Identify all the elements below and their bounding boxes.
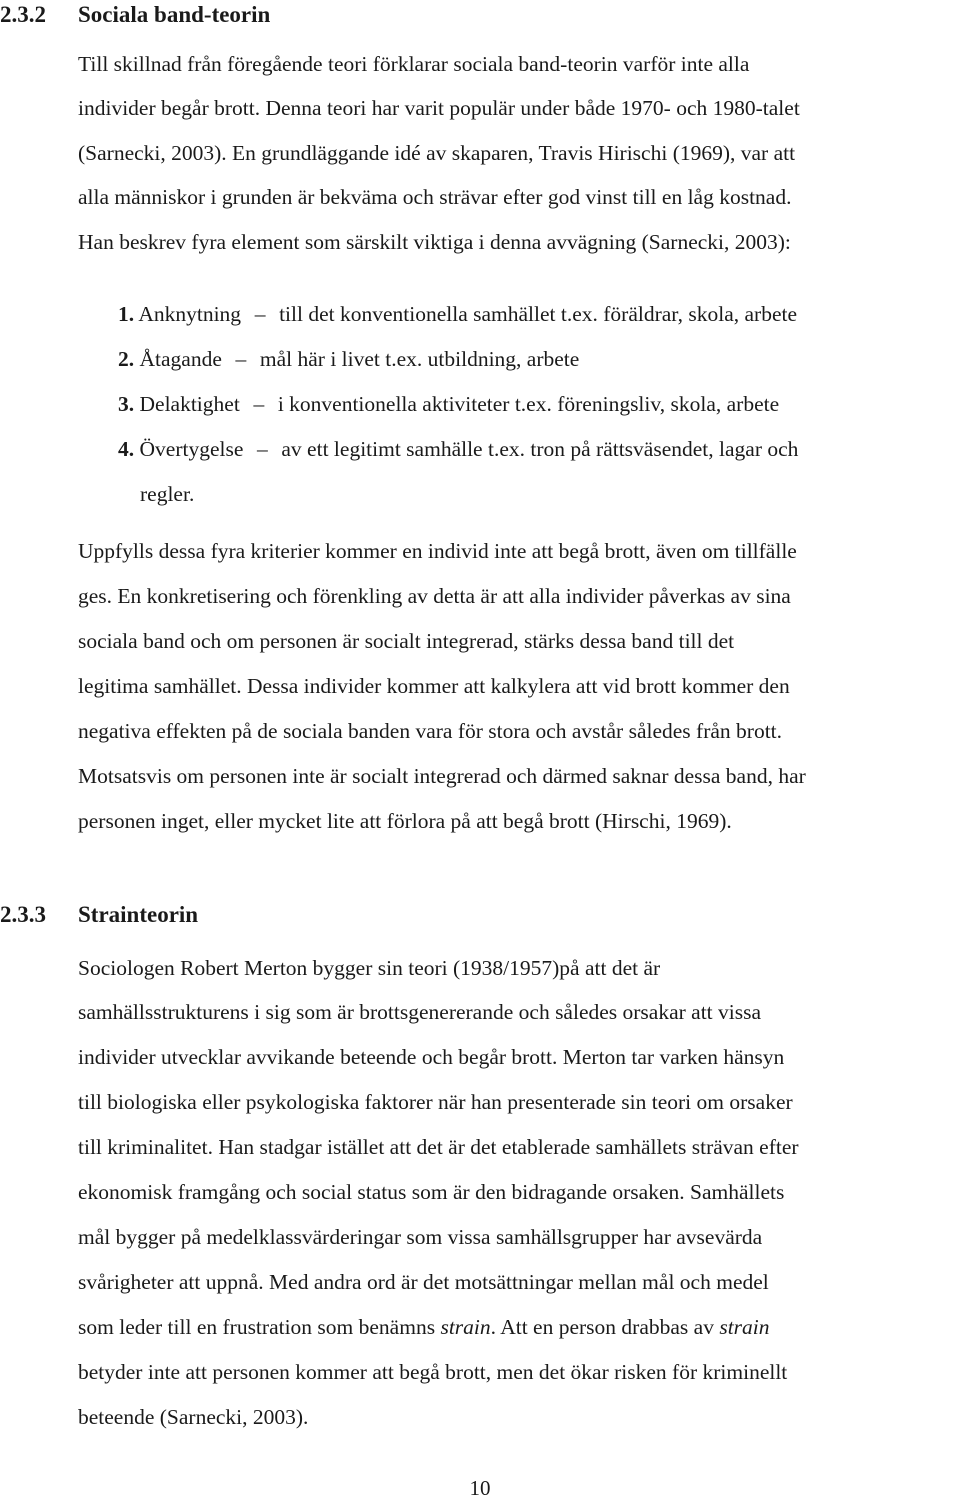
list-item-continuation: regler. xyxy=(140,482,195,506)
text-line: personen inget, eller mycket lite att förlora på att begå brott (Hirschi, 1969). xyxy=(78,809,732,833)
text-fragment: . Att en person drabbas av xyxy=(490,1315,720,1339)
text-line: till biologiska eller psykologiska faktorer när han presenterade sin teori om orsaker xyxy=(78,1090,793,1114)
section-title: Sociala band-teorin xyxy=(78,2,271,27)
dash: – xyxy=(257,437,268,461)
list-item-number: 4. xyxy=(118,437,135,461)
text-line: Sociologen Robert Merton bygger sin teori (1938/1957)på att det är xyxy=(78,956,661,980)
text-line xyxy=(78,1315,770,1340)
text-line: Han beskrev fyra element som särskilt viktiga i denna avvägning (Sarnecki, 2003): xyxy=(78,230,791,254)
text-line: beteende (Sarnecki, 2003). xyxy=(78,1405,309,1429)
text-line: svårigheter att uppnå. Med andra ord är det motsättningar mellan mål och medel xyxy=(78,1270,769,1294)
list-item-term: Delaktighet xyxy=(139,392,240,416)
text-line: Uppfylls dessa fyra kriterier kommer en individ inte att begå brott, även om tillfälle xyxy=(78,539,797,563)
list-item-number: 3. xyxy=(118,392,135,416)
text-line: ges. En konkretisering och förenkling av detta är att alla individer påverkas av sina xyxy=(78,584,791,608)
text-line: Till skillnad från föregående teori förklarar sociala band-teorin varför inte alla xyxy=(78,52,750,76)
list-item xyxy=(118,392,779,417)
text-line: ekonomisk framgång och social status som är den bidragande orsaken. Samhällets xyxy=(78,1180,785,1204)
list-item xyxy=(118,347,579,372)
list-item-number: 1. xyxy=(118,302,135,326)
text-line: individer utvecklar avvikande beteende och begår brott. Merton tar varken hänsyn xyxy=(78,1045,785,1069)
section-title: Strainteorin xyxy=(78,902,199,927)
term-strain: strain xyxy=(719,1315,770,1339)
list-item-term: Åtagande xyxy=(139,347,222,371)
list-item xyxy=(118,302,797,327)
list-item-desc: mål här i livet t.ex. utbildning, arbete xyxy=(259,347,580,371)
dash: – xyxy=(254,302,266,326)
text-line: sociala band och om personen är socialt integrerad, stärks dessa band till det xyxy=(78,629,735,653)
list-item xyxy=(118,437,798,462)
text-fragment: som leder till en frustration som benämns xyxy=(78,1315,441,1339)
list-item-term: Anknytning xyxy=(138,302,242,326)
section-heading-2-3-2 xyxy=(0,2,960,32)
text-line: legitima samhället. Dessa individer kommer att kalkylera att vid brott kommer den xyxy=(78,674,790,698)
text-line: alla människor i grunden är bekväma och strävar efter god vinst till en låg kostnad. xyxy=(78,185,792,209)
list-item-number: 2. xyxy=(118,347,135,371)
text-line: mål bygger på medelklassvärderingar som vissa samhällsgrupper har avsevärda xyxy=(78,1225,763,1249)
text-line: individer begår brott. Denna teori har varit populär under både 1970- och 1980-talet xyxy=(78,96,800,120)
list-item-desc: i konventionella aktiviteter t.ex. föreningsliv, skola, arbete xyxy=(277,392,780,416)
text-line: negativa effekten på de sociala banden vara för stora och avstår således från brott. xyxy=(78,719,783,743)
term-strain: strain xyxy=(440,1315,491,1339)
text-line: samhällsstrukturens i sig som är brottsgenererande och således orsakar att vissa xyxy=(78,1000,762,1024)
list-item-desc: av ett legitimt samhälle t.ex. tron på rättsväsendet, lagar och xyxy=(281,437,799,461)
section-number: 2.3.3 xyxy=(0,902,46,927)
text-line: (Sarnecki, 2003). En grundläggande idé av skaparen, Travis Hirischi (1969), var att xyxy=(78,141,796,165)
dash: – xyxy=(253,392,265,416)
section-heading-2-3-3 xyxy=(0,902,960,932)
dash: – xyxy=(235,347,247,371)
text-line: Motsatsvis om personen inte är socialt integrerad och därmed saknar dessa band, har xyxy=(78,764,806,788)
list-item-term: Övertygelse xyxy=(139,437,244,461)
section-number: 2.3.2 xyxy=(0,2,46,27)
page-number: 10 xyxy=(469,1476,491,1500)
text-line: till kriminalitet. Han stadgar istället att det är det etablerade samhällets strävan efter xyxy=(78,1135,799,1159)
list-item-desc: till det konventionella samhället t.ex. föräldrar, skola, arbete xyxy=(279,302,798,326)
text-line: betyder inte att personen kommer att begå brott, men det ökar risken för kriminellt xyxy=(78,1360,788,1384)
